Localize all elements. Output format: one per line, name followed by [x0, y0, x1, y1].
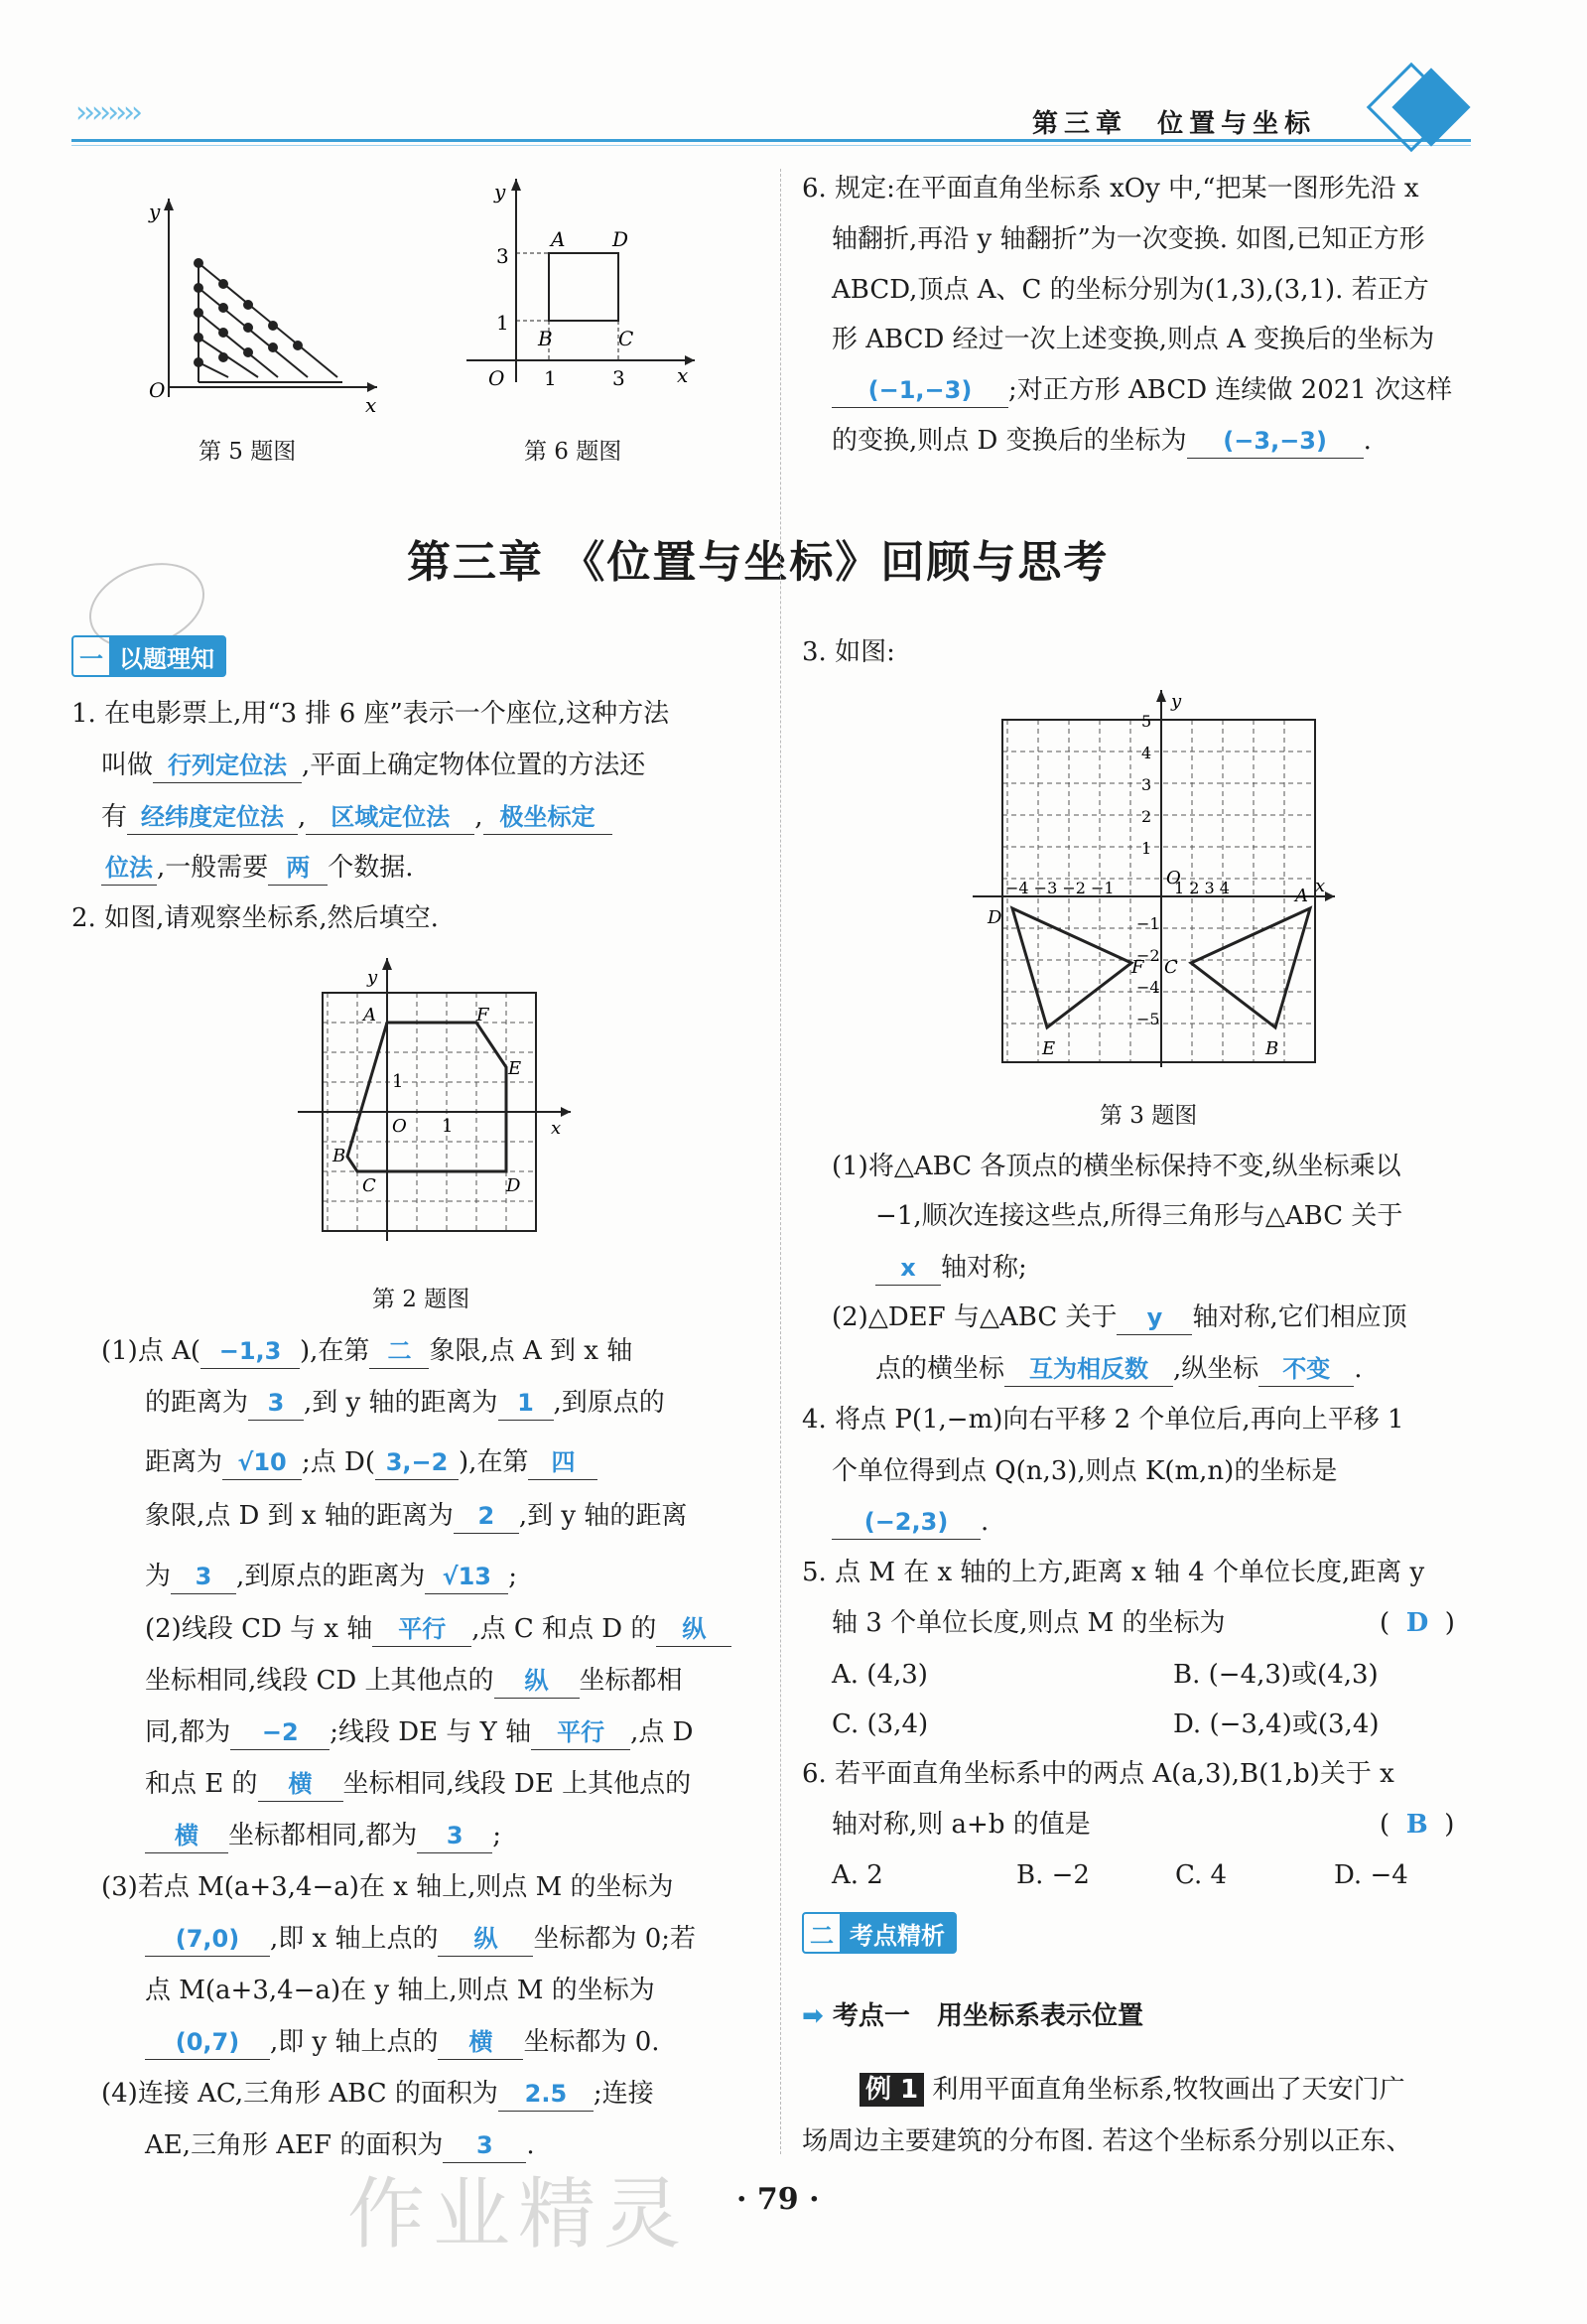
answer: −2 [230, 1715, 330, 1750]
svg-text:3: 3 [496, 244, 509, 268]
svg-text:−2: −2 [1136, 946, 1160, 965]
svg-text:F: F [476, 1005, 489, 1025]
svg-text:1: 1 [442, 1116, 454, 1137]
svg-text:1 2 3 4: 1 2 3 4 [1174, 879, 1230, 897]
q2-p8: 同,都为 −2 ;线段 DE 与 Y 轴 平行 ,点 D [145, 1715, 693, 1750]
svg-text:y: y [494, 180, 506, 204]
answer: (−3,−3) [1187, 424, 1364, 459]
q5-line1: 5. 点 M 在 x 轴的上方,距离 x 轴 4 个单位长度,距离 y [802, 1558, 1425, 1587]
svg-text:B: B [332, 1146, 346, 1166]
q2-p5: 为 3 ,到原点的距离为 √13 ; [145, 1560, 517, 1594]
answer: 平行 [531, 1715, 630, 1750]
svg-text:O: O [488, 366, 505, 390]
q2-p6: (2)线段 CD 与 x 轴 平行 ,点 C 和点 D 的 纵 [145, 1612, 731, 1647]
svg-text:O: O [1166, 868, 1181, 889]
svg-text:A: A [363, 1005, 376, 1025]
q6-option-b: B. −2 [1016, 1860, 1090, 1890]
q6top-line5: (−1,−3) ;对正方形 ABCD 连续做 2021 次这样 [832, 373, 1452, 408]
q4-line3: (−2,3) . [832, 1505, 989, 1540]
answer: 横 [258, 1767, 343, 1802]
answer: 3 [171, 1560, 236, 1594]
answer: 1 [498, 1386, 554, 1421]
q6-line2: 轴对称,则 a+b 的值是 [832, 1810, 1091, 1840]
q2-p15: (4)连接 AC,三角形 ABC 的面积为 2.5 ;连接 [101, 2077, 654, 2112]
q2-p1: (1)点 A( −1,3 ),在第 二 象限,点 A 到 x 轴 [101, 1334, 632, 1369]
q3-p4: (2)△DEF 与△ABC 关于 y 轴对称,它们相应顶 [832, 1300, 1407, 1335]
svg-text:A: A [551, 227, 566, 251]
q2-p2: 的距离为 3 ,到 y 轴的距离为 1 ,到原点的 [145, 1386, 665, 1421]
answer: (7,0) [145, 1922, 270, 1957]
answer: (−2,3) [832, 1505, 981, 1540]
header-rule-thin [71, 145, 1471, 146]
q5-option-a: A. (4,3) [832, 1660, 928, 1690]
answer: 3,−2 [375, 1445, 459, 1480]
q2-p13: 点 M(a+3,4−a)在 y 轴上,则点 M 的坐标为 [145, 1976, 655, 2005]
kaodian-heading: ➡ 考点一 用坐标系表示位置 [802, 2001, 1144, 2031]
q6-line1: 6. 若平面直角坐标系中的两点 A(a,3),B(1,b)关于 x [802, 1759, 1394, 1789]
q3-p3: x 轴对称; [875, 1251, 1027, 1286]
q5-option-d: D. (−3,4)或(3,4) [1173, 1709, 1380, 1739]
answer: 区域定位法 [306, 800, 474, 835]
arrow-right-icon: ➡ [802, 2001, 824, 2031]
figure-2 [298, 953, 586, 1241]
answer: √10 [222, 1445, 302, 1480]
q3-p5: 点的横坐标 互为相反数 ,纵坐标 不变 . [875, 1352, 1363, 1387]
svg-text:3: 3 [1141, 775, 1152, 794]
q6-answer: ( B ) [1380, 1810, 1455, 1840]
caption-fig3: 第 3 题图 [1100, 1103, 1198, 1129]
answer: (0,7) [145, 2025, 270, 2060]
svg-text:2: 2 [1141, 807, 1152, 826]
q1-line3: 有 经纬度定位法 , 区域定位法 , 极坐标定 [101, 800, 612, 835]
svg-text:E: E [1042, 1038, 1056, 1059]
svg-text:x: x [677, 363, 689, 387]
answer: 2 [454, 1499, 519, 1534]
answer: 平行 [372, 1612, 471, 1647]
section-tag-2: 二 考点精析 [802, 1912, 957, 1954]
q6top-line3: ABCD,顶点 A、C 的坐标分别为(1,3),(3,1). 若正方 [832, 275, 1429, 305]
answer: 二 [369, 1334, 429, 1369]
answer: x [875, 1251, 941, 1286]
svg-text:B: B [1265, 1038, 1279, 1059]
svg-text:B: B [538, 327, 553, 350]
figure-6 [457, 169, 705, 407]
q6top-line4: 形 ABCD 经过一次上述变换,则点 A 变换后的坐标为 [832, 325, 1435, 354]
svg-text:−1: −1 [1136, 914, 1160, 933]
answer: y [1117, 1300, 1192, 1335]
q1-line4: 位法 ,一般需要 两 个数据. [101, 851, 414, 886]
q6-option-a: A. 2 [832, 1860, 883, 1890]
answer: 2.5 [498, 2077, 594, 2112]
answer: 纵 [494, 1664, 580, 1699]
answer: √13 [425, 1560, 508, 1594]
q6-option-d: D. −4 [1334, 1860, 1408, 1890]
answer: 极坐标定 [483, 800, 612, 835]
q3-p1: (1)将△ABC 各顶点的横坐标保持不变,纵坐标乘以 [832, 1152, 1401, 1181]
q6top-line1: 6. 规定:在平面直角坐标系 xOy 中,“把某一图形先沿 x [802, 174, 1419, 204]
figure-5 [129, 189, 387, 417]
svg-text:y: y [1171, 691, 1182, 712]
svg-text:C: C [1164, 957, 1178, 978]
q3-p2: −1,顺次连接这些点,所得三角形与△ABC 关于 [875, 1201, 1403, 1231]
figure-3 [968, 685, 1345, 1072]
answer: 四 [528, 1445, 597, 1480]
svg-text:−5: −5 [1136, 1010, 1160, 1028]
section-tag-1: 一 以题理知 [71, 635, 226, 677]
watermark: 作业精灵 [347, 2170, 690, 2259]
q5-option-c: C. (3,4) [832, 1709, 929, 1739]
q1-line1: 1. 在电影票上,用“3 排 6 座”表示一个座位,这种方法 [71, 699, 670, 729]
column-divider [780, 169, 781, 2154]
answer: (−1,−3) [832, 373, 1008, 408]
svg-text:x: x [551, 1118, 562, 1139]
svg-text:O: O [392, 1116, 407, 1137]
answer: 3 [248, 1386, 304, 1421]
svg-text:O: O [149, 378, 166, 402]
q2-p4: 象限,点 D 到 x 轴的距离为 2 ,到 y 轴的距离 [145, 1499, 687, 1534]
svg-text:3: 3 [612, 366, 625, 390]
answer: 纵 [656, 1612, 731, 1647]
page-number: · 79 · [736, 2182, 820, 2217]
q2-p12: (7,0) ,即 x 轴上点的 纵 坐标都为 0;若 [145, 1922, 696, 1957]
svg-text:D: D [988, 907, 1002, 928]
answer: 互为相反数 [1004, 1352, 1173, 1387]
svg-text:5: 5 [1141, 712, 1152, 731]
q2-p10: 横 坐标都相同,都为 3 ; [145, 1819, 501, 1853]
svg-text:D: D [506, 1175, 521, 1196]
q5-line2: 轴 3 个单位长度,则点 M 的坐标为 [832, 1608, 1226, 1638]
answer: 不变 [1258, 1352, 1354, 1387]
example-tag: 例 1 [860, 2073, 924, 2107]
svg-text:y: y [149, 200, 161, 223]
svg-text:1: 1 [544, 366, 557, 390]
answer: 位法 [101, 851, 157, 886]
svg-text:−4: −4 [1136, 978, 1160, 997]
example-line1: 例 1 利用平面直角坐标系,牧牧画出了天安门广 [860, 2073, 1405, 2107]
q2-p3: 距离为 √10 ;点 D( 3,−2 ),在第 四 [145, 1445, 597, 1480]
answer: 3 [443, 2128, 526, 2163]
svg-text:E: E [508, 1058, 522, 1079]
chapter-review-title: 第三章 《位置与坐标》回顾与思考 [407, 537, 1110, 588]
svg-text:F: F [1131, 957, 1144, 978]
header-title: 第三章 位置与坐标 [1032, 109, 1317, 139]
q1-line2: 叫做 行列定位法 ,平面上确定物体位置的方法还 [101, 749, 645, 783]
q6-option-c: C. 4 [1175, 1860, 1228, 1890]
q2-p7: 坐标相同,线段 CD 上其他点的 纵 坐标都相 [145, 1664, 683, 1699]
q2-p14: (0,7) ,即 y 轴上点的 横 坐标都为 0. [145, 2025, 660, 2060]
svg-text:1: 1 [1141, 839, 1152, 858]
answer: 两 [268, 851, 328, 886]
svg-text:1: 1 [496, 311, 509, 335]
svg-text:C: C [618, 327, 634, 350]
q2-p9: 和点 E 的 横 坐标相同,线段 DE 上其他点的 [145, 1767, 691, 1802]
answer: 纵 [438, 1922, 533, 1957]
q2-line1: 2. 如图,请观察坐标系,然后填空. [71, 903, 439, 933]
svg-text:4: 4 [1141, 744, 1152, 762]
q5-answer: ( D ) [1380, 1608, 1455, 1638]
answer: 3 [417, 1819, 492, 1853]
header-chevrons: ›››››››› [75, 95, 139, 130]
answer: 经纬度定位法 [127, 800, 298, 835]
svg-text:C: C [362, 1175, 376, 1196]
svg-text:y: y [367, 967, 378, 988]
svg-text:−4 −3 −2 −1: −4 −3 −2 −1 [1005, 879, 1115, 897]
answer: 横 [438, 2025, 523, 2060]
q3-line0: 3. 如图: [802, 637, 895, 667]
q6top-line2: 轴翻折,再沿 y 轴翻折”为一次变换. 如图,已知正方形 [832, 224, 1425, 254]
answer: −1,3 [200, 1334, 300, 1369]
svg-text:D: D [612, 227, 629, 251]
caption-fig5: 第 5 题图 [198, 439, 297, 465]
q2-p16: AE,三角形 AEF 的面积为 3 . [145, 2128, 535, 2163]
caption-fig2: 第 2 题图 [372, 1287, 470, 1312]
example-line2: 场周边主要建筑的分布图. 若这个坐标系分别以正东、 [802, 2126, 1412, 2156]
svg-text:1: 1 [392, 1071, 404, 1092]
q4-line1: 4. 将点 P(1,−m)向右平移 2 个单位后,再向上平移 1 [802, 1405, 1404, 1435]
q5-option-b: B. (−4,3)或(4,3) [1173, 1660, 1379, 1690]
q2-p11: (3)若点 M(a+3,4−a)在 x 轴上,则点 M 的坐标为 [101, 1872, 674, 1902]
q6top-line6: 的变换,则点 D 变换后的坐标为 (−3,−3) . [832, 424, 1372, 459]
answer: 横 [145, 1819, 228, 1853]
svg-text:x: x [1315, 876, 1326, 896]
svg-text:x: x [365, 393, 377, 417]
q4-line2: 个单位得到点 Q(n,3),则点 K(m,n)的坐标是 [832, 1456, 1338, 1486]
answer: 行列定位法 [153, 749, 302, 783]
caption-fig6: 第 6 题图 [524, 439, 622, 465]
svg-text:A: A [1295, 886, 1308, 906]
